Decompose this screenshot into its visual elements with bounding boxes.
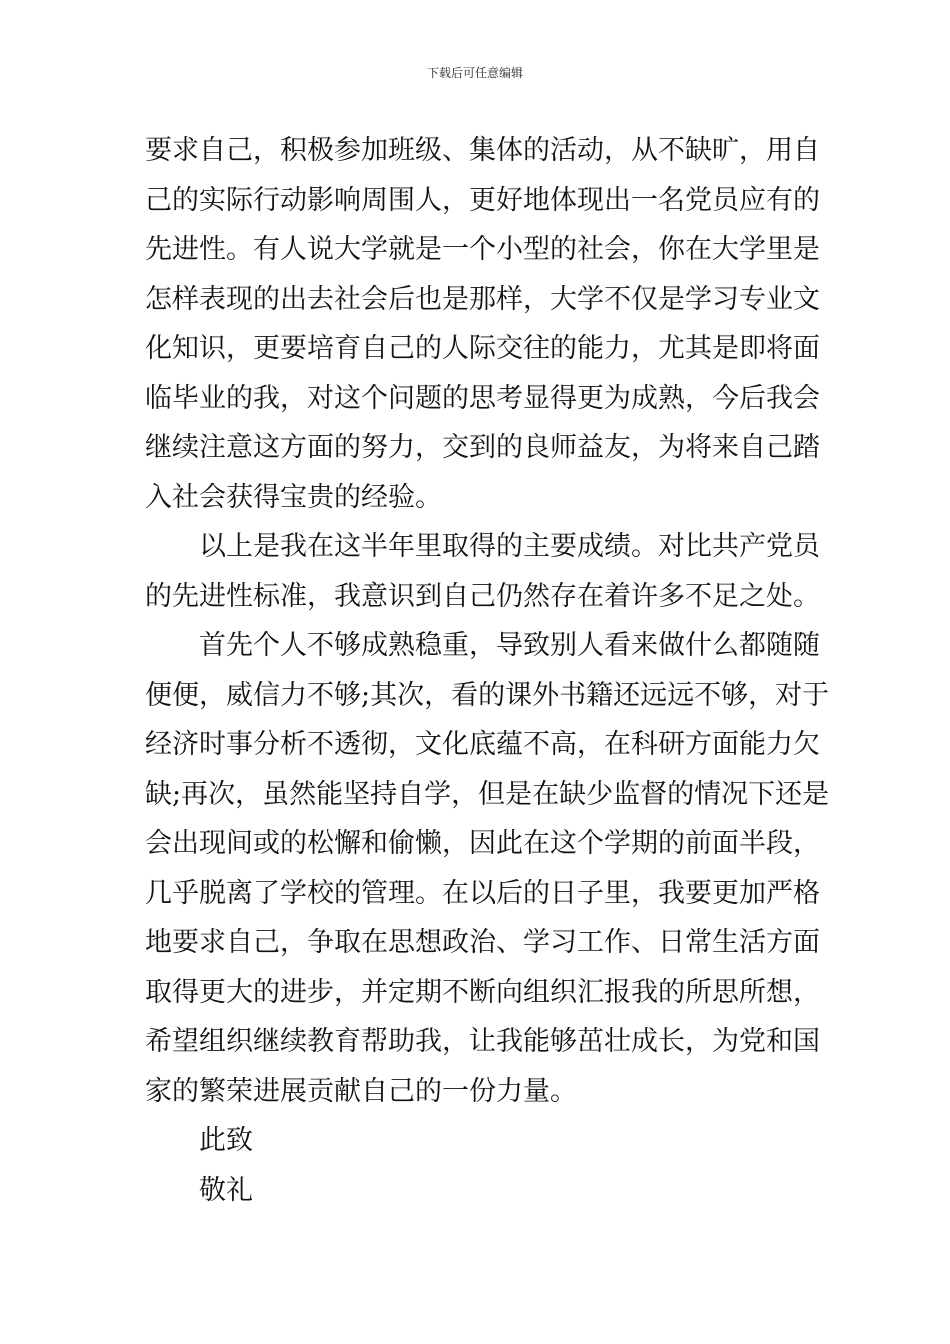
text-line: 继续注意这方面的努力，交到的良师益友，为将来自己踏 [145,432,820,463]
text-line: 便便，威信力不够;其次，看的课外书籍还远远不够，对于 [145,679,830,711]
closing-respect: 敬礼 [199,1174,253,1206]
text-line: 先进性。有人说大学就是一个小型的社会，你在大学里是 [145,234,820,265]
text-line: 临毕业的我，对这个问题的思考显得更为成熟，今后我会 [145,382,820,414]
document-body [145,126,830,1215]
text-line: 希望组织继续教育帮助我，让我能够茁壮成长，为党和国 [145,1026,820,1057]
text-line: 怎样表现的出去社会后也是那样，大学不仅是学习专业文 [145,283,820,315]
text-line: 地要求自己，争取在思想政治、学习工作、日常生活方面 [145,927,820,958]
paragraph-first-line: 首先个人不够成熟稳重，导致别人看来做什么都随随 [199,630,820,661]
text-line: 的先进性标准，我意识到自己仍然存在着许多不足之处。 [145,580,820,612]
text-line: 己的实际行动影响周围人，更好地体现出一名党员应有的 [145,184,820,216]
text-line: 要求自己，积极参加班级、集体的活动，从不缺旷，用自 [145,135,820,166]
text-line: 会出现间或的松懈和偷懒，因此在这个学期的前面半段， [145,828,820,859]
text-line: 取得更大的进步，并定期不断向组织汇报我的所思所想， [145,976,820,1008]
text-line: 经济时事分析不透彻，文化底蕴不高，在科研方面能力欠 [145,729,820,760]
text-line: 家的繁荣进展贡献自己的一份力量。 [145,1075,577,1107]
text-line: 几乎脱离了学校的管理。在以后的日子里，我要更加严格 [145,877,820,909]
paragraph-first-line: 以上是我在这半年里取得的主要成绩。对比共产党员 [199,531,820,562]
text-line: 缺;再次，虽然能坚持自学，但是在缺少监督的情况下还是 [145,778,830,810]
text-line: 入社会获得宝贵的经验。 [145,481,442,513]
text-line: 化知识，更要培育自己的人际交往的能力，尤其是即将面 [145,333,820,364]
page-header-note: 下载后可任意编辑 [426,66,523,80]
closing-salutation: 此致 [199,1125,253,1156]
